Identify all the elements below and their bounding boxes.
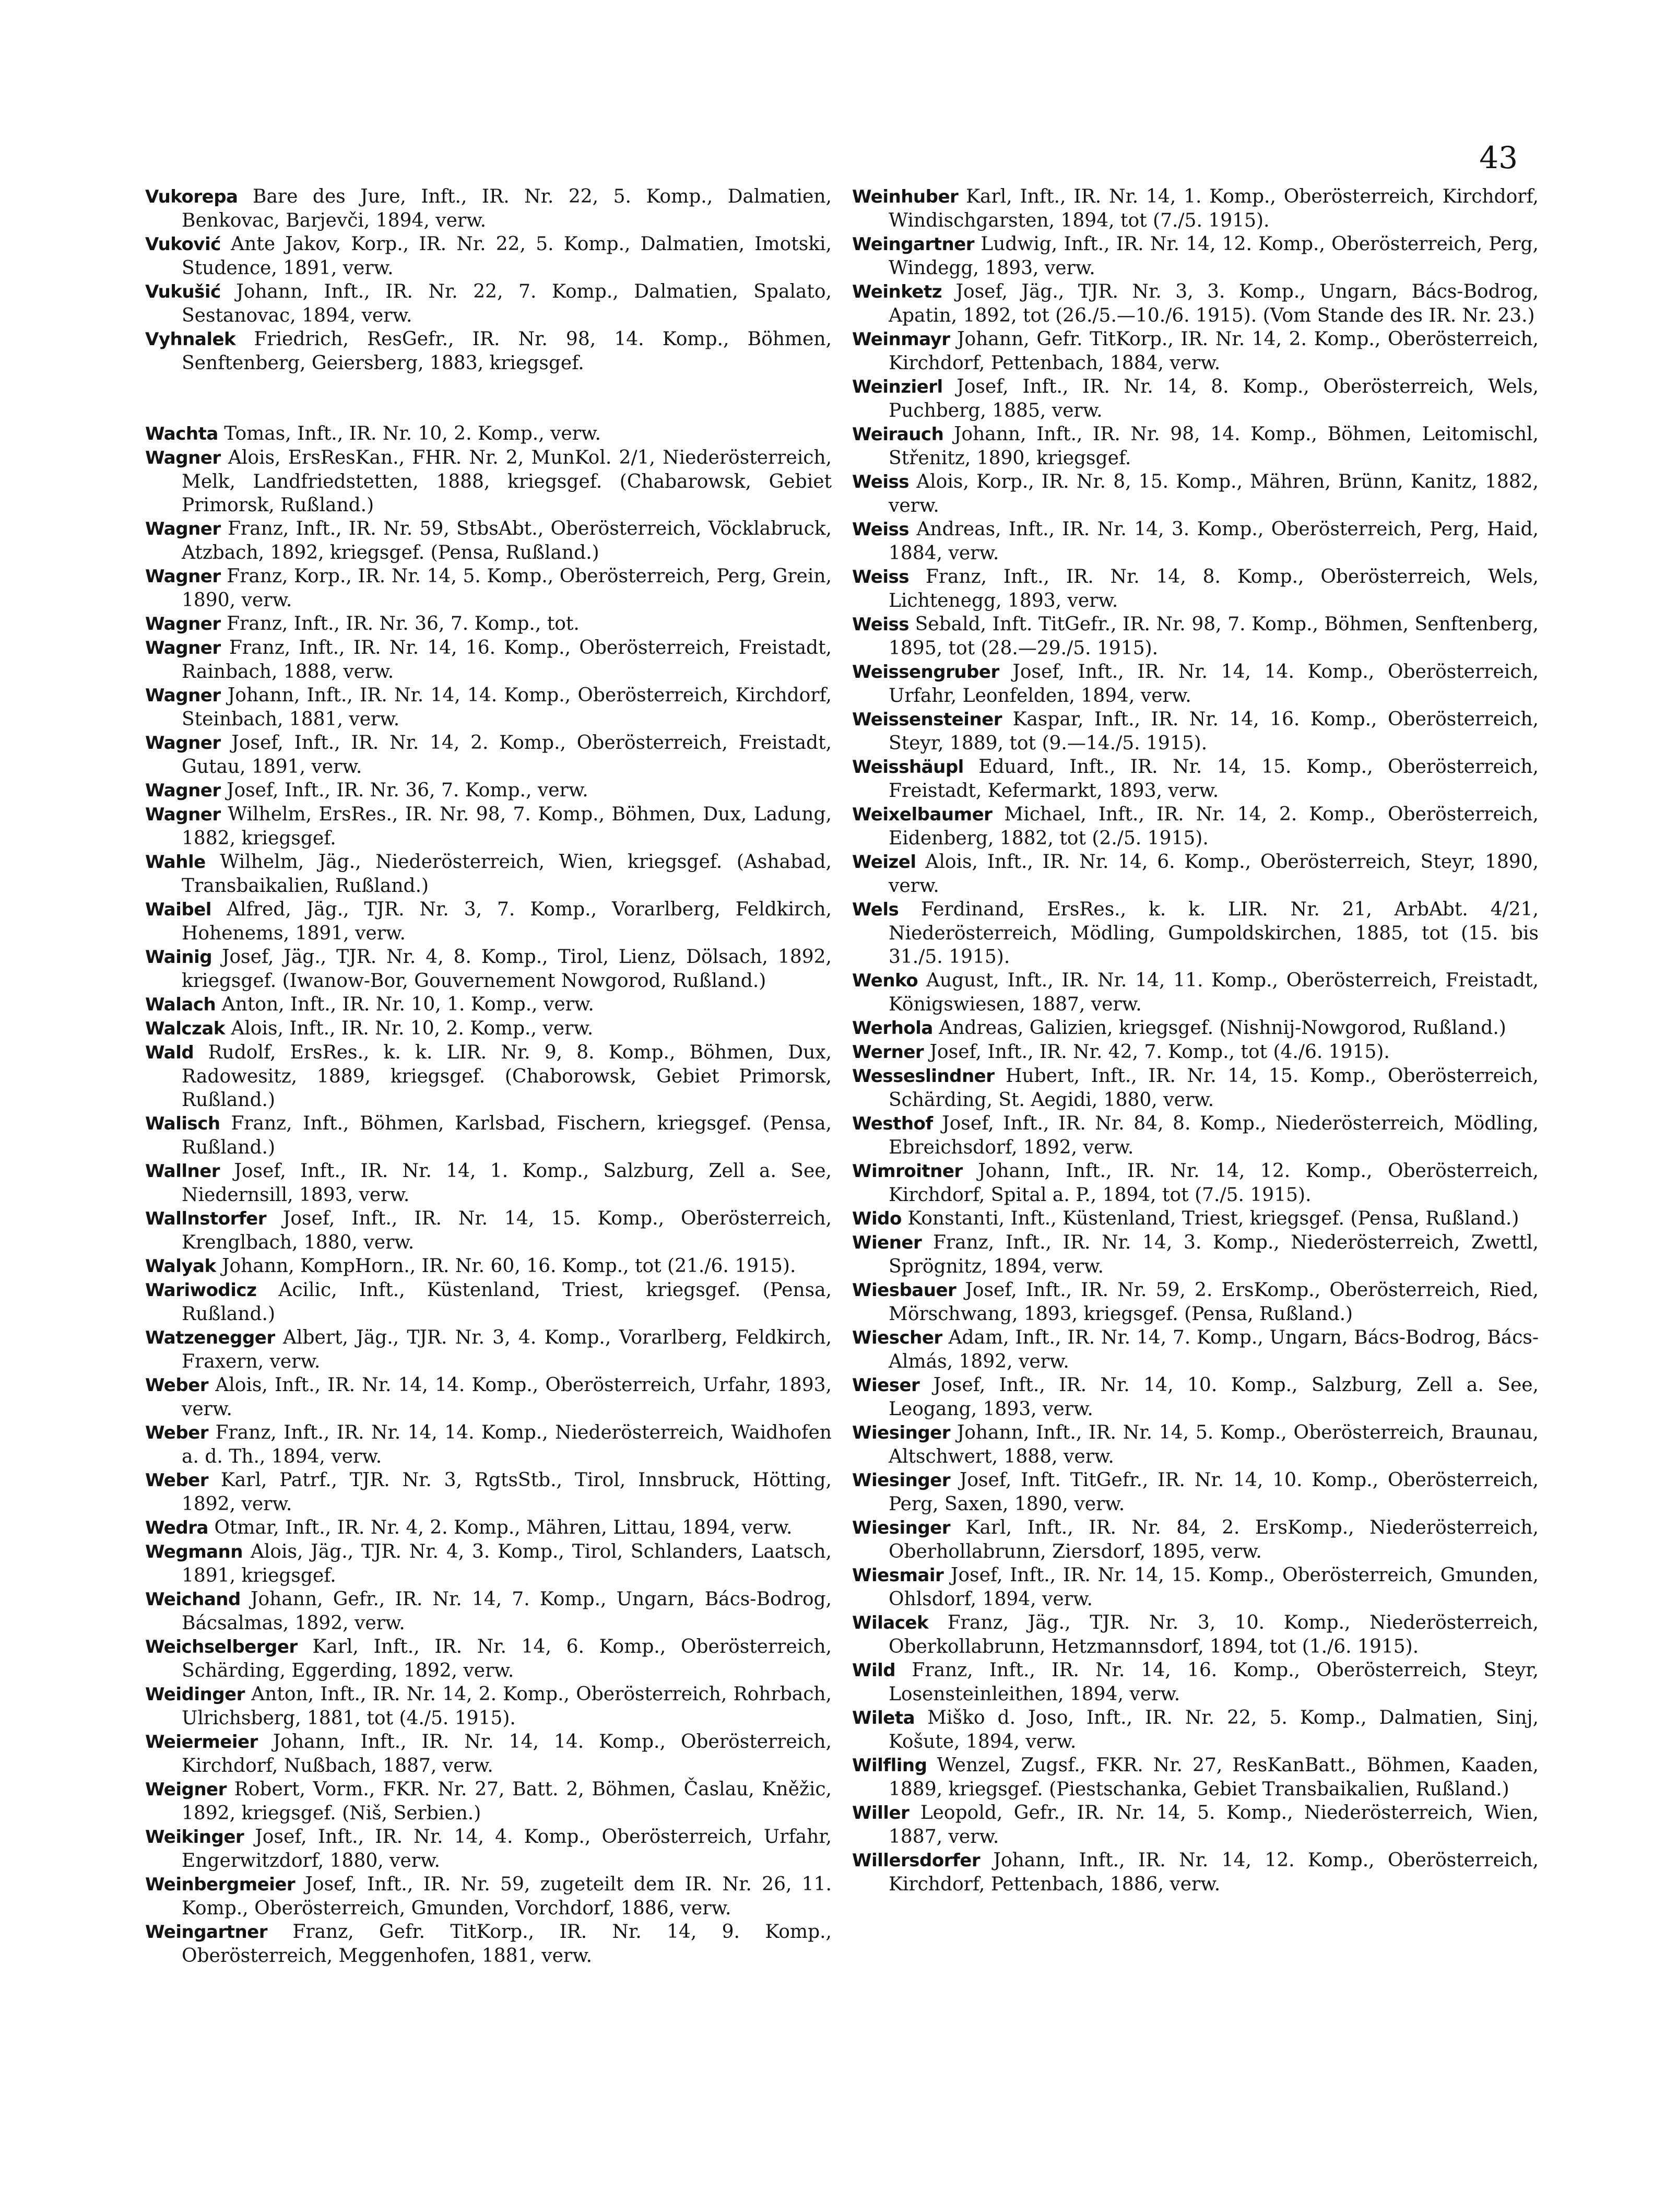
list-entry xyxy=(145,993,832,1017)
entry-surname: Wilacek xyxy=(852,1613,929,1633)
list-entry xyxy=(852,1516,1539,1563)
entry-details: Josef, Inft., IR. Nr. 14, 8. Komp., Oberösterreich, Wels, Puchberg, 1885, verw. xyxy=(889,376,1539,421)
entry-surname: Vyhnalek xyxy=(145,329,236,350)
list-entry xyxy=(852,280,1539,327)
entry-details: Franz, Inft., IR. Nr. 14, 14. Komp., Niederösterreich, Waidhofen a. d. Th., 1894, verw. xyxy=(182,1422,832,1467)
entry-surname: Wiesbauer xyxy=(852,1280,957,1301)
entry-surname: Weinmayr xyxy=(852,329,950,350)
entry-details: Alois, Inft., IR. Nr. 10, 2. Komp., verw. xyxy=(231,1018,594,1039)
list-entry xyxy=(852,613,1539,660)
entry-surname: Wiescher xyxy=(852,1327,942,1348)
list-entry xyxy=(145,731,832,779)
entry-details: Johann, Inft., IR. Nr. 22, 7. Komp., Dalmatien, Spalato, Sestanovac, 1894, verw. xyxy=(182,281,832,326)
list-entry xyxy=(852,375,1539,422)
entry-details: Johann, Inft., IR. Nr. 14, 14. Komp., Oberösterreich, Kirchdorf, Steinbach, 1881, verw. xyxy=(182,685,832,730)
list-entry xyxy=(852,1326,1539,1373)
entry-details: Josef, Inft., IR. Nr. 14, 2. Komp., Oberösterreich, Freistadt, Gutau, 1891, verw. xyxy=(182,732,832,778)
list-entry xyxy=(145,850,832,898)
list-entry xyxy=(852,1849,1539,1896)
entry-surname: Weissensteiner xyxy=(852,709,1002,730)
entry-surname: Wido xyxy=(852,1208,902,1229)
entry-details: Johann, Inft., IR. Nr. 14, 5. Komp., Oberösterreich, Braunau, Altschwert, 1888, verw. xyxy=(889,1422,1539,1467)
entry-surname: Wahle xyxy=(145,852,206,873)
entry-surname: Weiss xyxy=(852,519,909,540)
list-entry xyxy=(145,1730,832,1778)
list-entry xyxy=(145,564,832,612)
list-entry xyxy=(852,185,1539,232)
entry-details: Eduard, Inft., IR. Nr. 14, 15. Komp., Oberösterreich, Freistadt, Kefermarkt, 1893, verw. xyxy=(889,756,1539,802)
entry-details: Josef, Inft., IR. Nr. 59, 2. ErsKomp., Oberösterreich, Ried, Mörschwang, 1893, kriegsgef. (Pensa, Rußland.) xyxy=(889,1279,1539,1325)
entry-surname: Vukušić xyxy=(145,281,221,302)
list-entry xyxy=(145,1112,832,1159)
entry-details: Franz, Korp., IR. Nr. 14, 5. Komp., Oberösterreich, Perg, Grein, 1890, verw. xyxy=(182,566,832,611)
list-entry xyxy=(145,1041,832,1112)
list-entry xyxy=(145,1587,832,1635)
entry-surname: Wagner xyxy=(145,685,221,706)
list-entry xyxy=(852,1207,1539,1231)
entry-details: Alois, ErsResKan., FHR. Nr. 2, MunKol. 2/1, Niederösterreich, Melk, Landfriedstetten, 1888, kriegsgef. (Chabarowsk, Gebiet Primorsk, Rußland.) xyxy=(182,447,832,516)
entry-surname: Weixelbaumer xyxy=(852,804,993,825)
list-entry xyxy=(852,1278,1539,1326)
list-entry xyxy=(852,1159,1539,1207)
entry-details: Hubert, Inft., IR. Nr. 14, 15. Komp., Oberösterreich, Schärding, St. Aegidi, 1880, verw. xyxy=(889,1065,1539,1111)
list-entry xyxy=(852,327,1539,375)
list-entry xyxy=(852,470,1539,517)
list-entry xyxy=(145,185,832,232)
list-entry xyxy=(145,1540,832,1587)
entry-details: Andreas, Galizien, kriegsgef. (Nishnij-Nowgorod, Rußland.) xyxy=(939,1017,1506,1039)
entry-surname: Wagner xyxy=(145,519,221,539)
list-entry xyxy=(852,1016,1539,1040)
entry-surname: Walczak xyxy=(145,1018,225,1039)
entry-surname: Werner xyxy=(852,1042,924,1063)
list-entry xyxy=(852,1421,1539,1468)
entry-details: Ante Jakov, Korp., IR. Nr. 22, 5. Komp., Dalmatien, Imotski, Studence, 1891, verw. xyxy=(182,233,832,279)
entry-surname: Wieser xyxy=(852,1375,920,1396)
entry-surname: Weinzierl xyxy=(852,376,943,397)
list-entry xyxy=(852,517,1539,565)
entry-surname: Weichand xyxy=(145,1589,241,1610)
list-entry xyxy=(852,1563,1539,1611)
entry-surname: Weingartner xyxy=(145,1922,268,1943)
entry-surname: Wimroitner xyxy=(852,1161,963,1182)
list-entry xyxy=(145,446,832,517)
entry-details: Franz, Inft., IR. Nr. 14, 16. Komp., Oberösterreich, Freistadt, Rainbach, 1888, verw. xyxy=(182,637,832,683)
list-entry xyxy=(145,1635,832,1682)
entry-details: Franz, Inft., IR. Nr. 14, 3. Komp., Niederösterreich, Zwettl, Sprögnitz, 1894, verw. xyxy=(889,1232,1539,1277)
entry-details: Johann, Inft., IR. Nr. 14, 12. Komp., Oberösterreich, Kirchdorf, Spital a. P., 1894, tot (7./5. 1915). xyxy=(889,1160,1539,1206)
entry-details: Josef, Inft., IR. Nr. 42, 7. Komp., tot (4./6. 1915). xyxy=(929,1041,1390,1063)
entry-surname: Weingartner xyxy=(852,234,975,255)
entry-surname: Weigner xyxy=(145,1779,227,1800)
list-entry xyxy=(145,1421,832,1468)
list-entry xyxy=(852,898,1539,969)
entry-details: Andreas, Inft., IR. Nr. 14, 3. Komp., Oberösterreich, Perg, Haid, 1884, verw. xyxy=(889,519,1539,564)
entry-details: Alois, Inft., IR. Nr. 14, 6. Komp., Oberösterreich, Steyr, 1890, verw. xyxy=(889,851,1539,897)
entry-surname: Wagner xyxy=(145,614,221,634)
list-entry xyxy=(852,1040,1539,1064)
entry-details: Josef, Inft., IR. Nr. 84, 8. Komp., Niederösterreich, Mödling, Ebreichsdorf, 1892, verw. xyxy=(889,1113,1539,1158)
entry-surname: Wagner xyxy=(145,638,221,658)
entry-surname: Walach xyxy=(145,994,216,1015)
list-entry xyxy=(145,1017,832,1041)
entry-details: Josef, Inft., IR. Nr. 14, 1. Komp., Salzburg, Zell a. See, Niedernsill, 1893, verw. xyxy=(182,1160,832,1206)
entry-details: Josef, Inft. TitGefr., IR. Nr. 14, 10. Komp., Oberösterreich, Perg, Saxen, 1890, verw. xyxy=(889,1469,1539,1515)
entry-details: Josef, Inft., IR. Nr. 36, 7. Komp., verw. xyxy=(227,780,588,801)
list-entry xyxy=(852,969,1539,1016)
entry-details: Bare des Jure, Inft., IR. Nr. 22, 5. Komp., Dalmatien, Benkovac, Barjevči, 1894, verw. xyxy=(182,186,832,231)
entry-details: Adam, Inft., IR. Nr. 14, 7. Komp., Ungarn, Bács-Bodrog, Bács-Almás, 1892, verw. xyxy=(889,1327,1539,1372)
entry-surname: Weinketz xyxy=(852,281,942,302)
entry-details: Rudolf, ErsRes., k. k. LIR. Nr. 9, 8. Komp., Böhmen, Dux, Radowesitz, 1889, kriegsgef. (Chaborowsk, Gebiet Primorsk, Rußland.) xyxy=(182,1042,832,1111)
entry-surname: Wesseslindner xyxy=(852,1066,995,1087)
list-entry xyxy=(145,1825,832,1873)
list-entry xyxy=(852,1468,1539,1516)
list-entry xyxy=(145,1254,832,1278)
entry-surname: Wagner xyxy=(145,566,221,587)
entry-surname: Weisshäupl xyxy=(852,757,964,778)
list-entry xyxy=(145,1326,832,1373)
entry-surname: Wiener xyxy=(852,1232,922,1253)
list-entry xyxy=(145,280,832,327)
entry-surname: Wagner xyxy=(145,448,221,468)
entry-details: Konstanti, Inft., Küstenland, Triest, kriegsgef. (Pensa, Rußland.) xyxy=(907,1208,1519,1229)
entry-details: Karl, Inft., IR. Nr. 14, 1. Komp., Oberösterreich, Kirchdorf, Windischgarsten, 1894, tot (7./5. 1915). xyxy=(889,186,1539,231)
entry-surname: Weiermeier xyxy=(145,1732,258,1752)
entry-details: Robert, Vorm., FKR. Nr. 27, Batt. 2, Böhmen, Časlau, Kněžic, 1892, kriegsgef. (Niš, Serbien.) xyxy=(182,1779,832,1824)
entry-details: Josef, Jäg., TJR. Nr. 4, 8. Komp., Tirol, Lienz, Dölsach, 1892, kriegsgef. (Iwanow-Bor, Gouvernement Nowgorod, Rußland.) xyxy=(182,946,832,992)
list-entry xyxy=(145,422,832,446)
entry-surname: Wiesinger xyxy=(852,1422,950,1443)
entry-details: Johann, Inft., IR. Nr. 14, 14. Komp., Oberösterreich, Kirchdorf, Nußbach, 1887, verw. xyxy=(182,1731,832,1776)
list-entry xyxy=(145,1920,832,1968)
entry-details: Josef, Inft., IR. Nr. 14, 15. Komp., Oberösterreich, Krenglbach, 1880, verw. xyxy=(182,1208,832,1253)
entry-surname: Weber xyxy=(145,1470,209,1491)
entry-surname: Weissengruber xyxy=(852,662,999,683)
entry-surname: Weiss xyxy=(852,472,909,492)
entry-details: Wilhelm, ErsRes., IR. Nr. 98, 7. Komp., Böhmen, Dux, Ladung, 1882, kriegsgef. xyxy=(182,804,832,849)
entry-surname: Wagner xyxy=(145,733,221,754)
list-entry xyxy=(145,898,832,945)
list-entry xyxy=(852,660,1539,708)
list-entry xyxy=(145,636,832,684)
section-gap xyxy=(145,375,832,422)
list-entry xyxy=(145,684,832,731)
entry-surname: Weiss xyxy=(852,567,909,587)
entry-details: Johann, Inft., IR. Nr. 14, 12. Komp., Oberösterreich, Kirchdorf, Pettenbach, 1886, verw. xyxy=(889,1850,1539,1895)
list-entry xyxy=(852,232,1539,280)
list-entry xyxy=(852,1754,1539,1801)
entry-details: Franz, Inft., IR. Nr. 14, 8. Komp., Oberösterreich, Wels, Lichtenegg, 1893, verw. xyxy=(889,566,1539,611)
list-entry xyxy=(852,1706,1539,1754)
list-entry xyxy=(145,803,832,850)
entry-surname: Weirauch xyxy=(852,424,944,445)
entry-details: Josef, Inft., IR. Nr. 14, 4. Komp., Oberösterreich, Urfahr, Engerwitzdorf, 1880, verw. xyxy=(182,1826,832,1872)
entry-surname: Weinbergmeier xyxy=(145,1874,296,1895)
list-entry xyxy=(145,327,832,375)
entry-surname: Watzenegger xyxy=(145,1327,275,1348)
entry-details: Wenzel, Zugsf., FKR. Nr. 27, ResKanBatt., Böhmen, Kaaden, 1889, kriegsgef. (Piestschanka, Gebiet Transbaikalien, Rußland.) xyxy=(889,1755,1539,1800)
entry-details: Karl, Inft., IR. Nr. 84, 2. ErsKomp., Niederösterreich, Oberhollabrunn, Ziersdorf, 1895, verw. xyxy=(889,1517,1539,1562)
entry-details: Johann, Gefr., IR. Nr. 14, 7. Komp., Ungarn, Bács-Bodrog, Bácsalmas, 1892, verw. xyxy=(182,1589,832,1634)
list-entry xyxy=(145,1516,832,1540)
list-entry xyxy=(145,1373,832,1421)
entry-surname: Vukorepa xyxy=(145,186,238,207)
entry-surname: Walisch xyxy=(145,1113,220,1134)
list-entry xyxy=(145,945,832,993)
entry-details: Alois, Korp., IR. Nr. 8, 15. Komp., Mähren, Brünn, Kanitz, 1882, verw. xyxy=(889,471,1539,516)
list-entry xyxy=(145,1159,832,1207)
entry-surname: Wallner xyxy=(145,1161,220,1182)
entry-surname: Weber xyxy=(145,1375,209,1396)
list-entry xyxy=(145,1468,832,1516)
entry-details: Leopold, Gefr., IR. Nr. 14, 5. Komp., Niederösterreich, Wien, 1887, verw. xyxy=(889,1802,1539,1848)
list-entry xyxy=(852,565,1539,613)
entry-surname: Wiesmair xyxy=(852,1565,944,1586)
entry-details: Karl, Patrf., TJR. Nr. 3, RgtsStb., Tirol, Innsbruck, Hötting, 1892, verw. xyxy=(182,1469,832,1515)
entry-details: Franz, Gefr. TitKorp., IR. Nr. 14, 9. Komp., Oberösterreich, Meggenhofen, 1881, verw. xyxy=(182,1921,832,1967)
list-entry xyxy=(145,1278,832,1326)
list-entry xyxy=(145,1682,832,1730)
entry-details: Johann, Inft., IR. Nr. 98, 14. Komp., Böhmen, Leitomischl, Střenitz, 1890, kriegsgef. xyxy=(889,423,1539,469)
entry-surname: Wariwodicz xyxy=(145,1280,257,1301)
entry-details: Miško d. Joso, Inft., IR. Nr. 22, 5. Komp., Dalmatien, Sinj, Košute, 1894, verw. xyxy=(889,1707,1539,1752)
entry-surname: Willersdorfer xyxy=(852,1850,981,1871)
list-entry xyxy=(852,708,1539,755)
page-number: 43 xyxy=(1479,140,1518,175)
entry-details: Acilic, Inft., Küstenland, Triest, kriegsgef. (Pensa, Rußland.) xyxy=(182,1279,832,1325)
entry-surname: Weinhuber xyxy=(852,186,959,207)
entry-surname: Weichselberger xyxy=(145,1637,298,1657)
list-entry xyxy=(852,1112,1539,1159)
entry-surname: Wilfling xyxy=(852,1755,927,1776)
entry-details: Franz, Inft., IR. Nr. 59, StbsAbt., Oberösterreich, Vöcklabruck, Atzbach, 1892, kriegsgef. (Pensa, Rußland.) xyxy=(182,518,832,563)
entry-surname: Wileta xyxy=(852,1708,915,1728)
entry-details: Tomas, Inft., IR. Nr. 10, 2. Komp., verw. xyxy=(224,423,601,444)
entry-surname: Wainig xyxy=(145,947,212,968)
entry-surname: Wels xyxy=(852,899,899,920)
entry-details: Anton, Inft., IR. Nr. 10, 1. Komp., verw. xyxy=(221,994,594,1015)
entry-details: Alois, Inft., IR. Nr. 14, 14. Komp., Oberösterreich, Urfahr, 1893, verw. xyxy=(182,1374,832,1420)
entry-surname: Weber xyxy=(145,1422,209,1443)
list-entry xyxy=(145,232,832,280)
list-entry xyxy=(145,1778,832,1825)
entry-surname: Weiss xyxy=(852,614,909,635)
entry-details: Josef, Inft., IR. Nr. 14, 14. Komp., Oberösterreich, Urfahr, Leonfelden, 1894, verw. xyxy=(889,661,1539,707)
entry-details: Albert, Jäg., TJR. Nr. 3, 4. Komp., Vorarlberg, Feldkirch, Fraxern, verw. xyxy=(182,1327,832,1372)
list-entry xyxy=(852,755,1539,803)
entry-surname: Wild xyxy=(852,1660,896,1681)
entry-surname: Wallnstorfer xyxy=(145,1208,266,1229)
entry-details: Alois, Jäg., TJR. Nr. 4, 3. Komp., Tirol, Schlanders, Laatsch, 1891, kriegsgef. xyxy=(182,1541,832,1586)
entry-details: Josef, Inft., IR. Nr. 14, 10. Komp., Salzburg, Zell a. See, Leogang, 1893, verw. xyxy=(889,1374,1539,1420)
right-column xyxy=(852,185,1539,1896)
entry-surname: Weizel xyxy=(852,852,916,873)
left-column xyxy=(145,185,832,1968)
list-entry xyxy=(852,1658,1539,1706)
entry-surname: Wiesinger xyxy=(852,1470,950,1491)
entry-details: Otmar, Inft., IR. Nr. 4, 2. Komp., Mähren, Littau, 1894, verw. xyxy=(214,1517,793,1538)
entry-surname: Vuković xyxy=(145,234,221,255)
list-entry xyxy=(852,1801,1539,1849)
entry-surname: Waibel xyxy=(145,899,211,920)
entry-details: Ferdinand, ErsRes., k. k. LIR. Nr. 21, ArbAbt. 4/21, Niederösterreich, Mödling, Gumpoldskirchen, 1885, tot (15. bis 31./5. 1915). xyxy=(889,899,1539,968)
list-entry xyxy=(852,803,1539,850)
entry-surname: Weidinger xyxy=(145,1684,245,1705)
entry-details: Josef, Jäg., TJR. Nr. 3, 3. Komp., Ungarn, Bács-Bodrog, Apatin, 1892, tot (26./5.—10./6. 1915). (Vom Stande des IR. Nr. 23.) xyxy=(889,281,1539,326)
entry-details: Karl, Inft., IR. Nr. 14, 6. Komp., Oberösterreich, Schärding, Eggerding, 1892, verw. xyxy=(182,1636,832,1681)
list-entry xyxy=(852,1611,1539,1658)
entry-surname: Walyak xyxy=(145,1256,216,1277)
entry-details: Franz, Inft., IR. Nr. 36, 7. Komp., tot. xyxy=(227,613,580,634)
entry-surname: Wagner xyxy=(145,780,221,801)
list-entry xyxy=(852,422,1539,470)
entry-details: Josef, Inft., IR. Nr. 14, 15. Komp., Oberösterreich, Gmunden, Ohlsdorf, 1894, verw. xyxy=(889,1564,1539,1610)
list-entry xyxy=(145,779,832,803)
entry-details: Sebald, Inft. TitGefr., IR. Nr. 98, 7. Komp., Böhmen, Senftenberg, 1895, tot (28.—29./5. 1915). xyxy=(889,614,1539,659)
list-entry xyxy=(145,517,832,564)
list-entry xyxy=(145,612,832,636)
entry-surname: Weikinger xyxy=(145,1827,244,1848)
entry-surname: Wenko xyxy=(852,970,918,991)
entry-surname: Werhola xyxy=(852,1018,933,1039)
entry-surname: Willer xyxy=(852,1803,910,1823)
entry-surname: Wiesinger xyxy=(852,1517,950,1538)
entry-details: Johann, KompHorn., IR. Nr. 60, 16. Komp., tot (21./6. 1915). xyxy=(222,1255,796,1277)
entry-details: Friedrich, ResGefr., IR. Nr. 98, 14. Komp., Böhmen, Senftenberg, Geiersberg, 1883, kriegsgef. xyxy=(182,328,832,374)
entry-details: Michael, Inft., IR. Nr. 14, 2. Komp., Oberösterreich, Eidenberg, 1882, tot (2./5. 1915). xyxy=(889,804,1539,849)
entry-surname: Wachta xyxy=(145,423,218,444)
entry-details: Anton, Inft., IR. Nr. 14, 2. Komp., Oberösterreich, Rohrbach, Ulrichsberg, 1881, tot (4./5. 1915). xyxy=(182,1684,832,1729)
list-entry xyxy=(852,1231,1539,1278)
entry-details: Kaspar, Inft., IR. Nr. 14, 16. Komp., Oberösterreich, Steyr, 1889, tot (9.—14./5. 1915). xyxy=(889,709,1539,754)
list-entry xyxy=(852,1373,1539,1421)
entry-details: Josef, Inft., IR. Nr. 59, zugeteilt dem IR. Nr. 26, 11. Komp., Oberösterreich, Gmunden, Vorchdorf, 1886, verw. xyxy=(182,1874,832,1919)
list-entry xyxy=(852,850,1539,898)
entry-surname: Wald xyxy=(145,1042,194,1063)
list-entry xyxy=(145,1873,832,1920)
list-entry xyxy=(852,1064,1539,1112)
entry-details: August, Inft., IR. Nr. 14, 11. Komp., Oberösterreich, Freistadt, Königswiesen, 1887, verw. xyxy=(889,970,1539,1015)
entry-details: Franz, Jäg., TJR. Nr. 3, 10. Komp., Niederösterreich, Oberkollabrunn, Hetzmannsdorf, 1894, tot (1./6. 1915). xyxy=(889,1612,1539,1657)
entry-details: Ludwig, Inft., IR. Nr. 14, 12. Komp., Oberösterreich, Perg, Windegg, 1893, verw. xyxy=(889,233,1539,279)
list-entry xyxy=(145,1207,832,1254)
entry-surname: Westhof xyxy=(852,1113,933,1134)
entry-details: Franz, Inft., Böhmen, Karlsbad, Fischern, kriegsgef. (Pensa, Rußland.) xyxy=(182,1113,832,1158)
entry-details: Johann, Gefr. TitKorp., IR. Nr. 14, 2. Komp., Oberösterreich, Kirchdorf, Pettenbach, 1884, verw. xyxy=(889,328,1539,374)
entry-details: Franz, Inft., IR. Nr. 14, 16. Komp., Oberösterreich, Steyr, Losensteinleithen, 1894, verw. xyxy=(889,1660,1539,1705)
entry-surname: Wedra xyxy=(145,1517,208,1538)
entry-surname: Wagner xyxy=(145,804,221,825)
entry-details: Wilhelm, Jäg., Niederösterreich, Wien, kriegsgef. (Ashabad, Transbaikalien, Rußland.) xyxy=(182,851,832,897)
entry-surname: Wegmann xyxy=(145,1542,243,1562)
entry-details: Alfred, Jäg., TJR. Nr. 3, 7. Komp., Vorarlberg, Feldkirch, Hohenems, 1891, verw. xyxy=(182,899,832,944)
